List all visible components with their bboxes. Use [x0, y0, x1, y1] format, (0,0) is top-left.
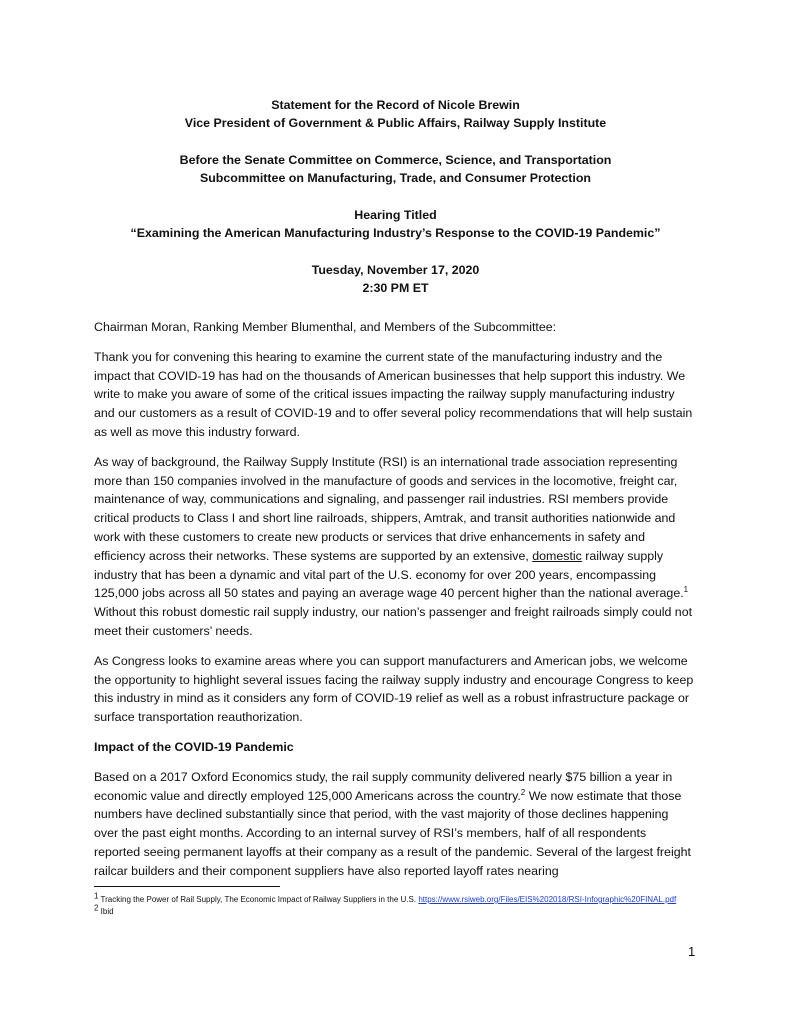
footnote-1-number: 1 [94, 891, 99, 901]
footnote-2 [94, 902, 694, 918]
section-heading-impact: Impact of the COVID-19 Pandemic [94, 739, 294, 754]
header-title-line: Statement for the Record of Nicole Brewin [271, 98, 520, 112]
statement-header [0, 96, 791, 297]
header-time: 2:30 PM ET [362, 281, 429, 295]
salutation: Chairman Moran, Ranking Member Blumenthal, and Members of the Subcommittee: [94, 320, 557, 334]
paragraph-background-text-c: Without this robust domestic rail supply industry, our nation’s passenger and freight railroads simply could not meet their customers’ needs. [94, 605, 693, 638]
footnote-ref-2[interactable]: 2 [520, 787, 526, 797]
header-committee-line: Before the Senate Committee on Commerce, Science, and Transportation [179, 153, 612, 167]
footnote-1 [94, 891, 694, 906]
paragraph-background-text-a: As way of background, the Railway Supply Institute (RSI) is an international trade association representing more than 150 companies involved in the manufacture of goods and services in the locomotive, freight car, maintenance of way, communications and signaling, and passenger rail industries. RSI members provide critical products to Class I and short line railroads, shippers, Amtrak, and transit authorities nationwide and work with these customers to create new products or services that drive enhancements in safety and efficiency across their networks. These systems are supported by an extensive, [94, 454, 678, 563]
footnote-1-text: Tracking the Power of Rail Supply, The Economic Impact of Railway Suppliers in the U.S. [98, 895, 419, 904]
paragraph-background-text-b: railway supply industry that has been a dynamic and vital part of the U.S. economy for over 200 years, encompassing 125,000 jobs across all 50 states and paying an average wage 40 percent higher than the national average. [94, 548, 684, 601]
paragraph-congress: As Congress looks to examine areas where you can support manufacturers and American jobs, we welcome the opportunity to highlight several issues facing the railway supply industry and encourage Congress to keep this industry in mind as it considers any form of COVID-19 relief as well as a robust infrastructure package or surface transportation reauthorization. [94, 653, 694, 725]
paragraph-impact-text-a: Based on a 2017 Oxford Economics study, the rail supply community delivered nearly $75 billion a year in economic value and directly employed 125,000 Americans across the country. [94, 769, 673, 803]
paragraph-background [94, 453, 694, 641]
paragraph-intro: Thank you for convening this hearing to examine the current state of the manufacturing industry and the impact that COVID-19 has had on the thousands of American businesses that help support this industry. We write to make you aware of some of the critical issues impacting the railway supply manufacturing industry and our customers as a result of COVID-19 and to offer several policy recommendations that will help sustain as well as move this industry forward. [94, 349, 693, 439]
footnote-2-number: 2 [94, 902, 99, 912]
header-hearing-title: “Examining the American Manufacturing Industry’s Response to the COVID-19 Pandemic” [130, 226, 661, 240]
footnote-1-link[interactable]: https://www.rsiweb.org/Files/EIS%202018/RSI-Infographic%20FINAL.pdf [418, 895, 677, 904]
footnote-ref-1[interactable]: 1 [683, 585, 689, 595]
underlined-word-domestic: domestic [532, 548, 582, 563]
header-role-line: Vice President of Government & Public Affairs, Railway Supply Institute [184, 116, 607, 130]
header-subcommittee-line: Subcommittee on Manufacturing, Trade, and Consumer Protection [199, 171, 592, 185]
statement-body [94, 318, 694, 892]
page-number: 1 [688, 944, 696, 959]
header-date: Tuesday, November 17, 2020 [311, 263, 480, 277]
paragraph-impact-text-b: We now estimate that those numbers have declined substantially since that period, with the vast majority of those declines happening over the past eight months. According to an internal survey of RSI’s members, half of all respondents reported seeing permanent layoffs at their company as a result of the pandemic. Several of the largest freight railcar builders and their component suppliers have also reported layoff rates nearing [94, 788, 691, 878]
footnote-2-text: Ibid [98, 906, 114, 916]
header-hearing-label: Hearing Titled [354, 208, 437, 222]
footnote-divider [94, 886, 280, 887]
paragraph-impact [94, 768, 694, 881]
